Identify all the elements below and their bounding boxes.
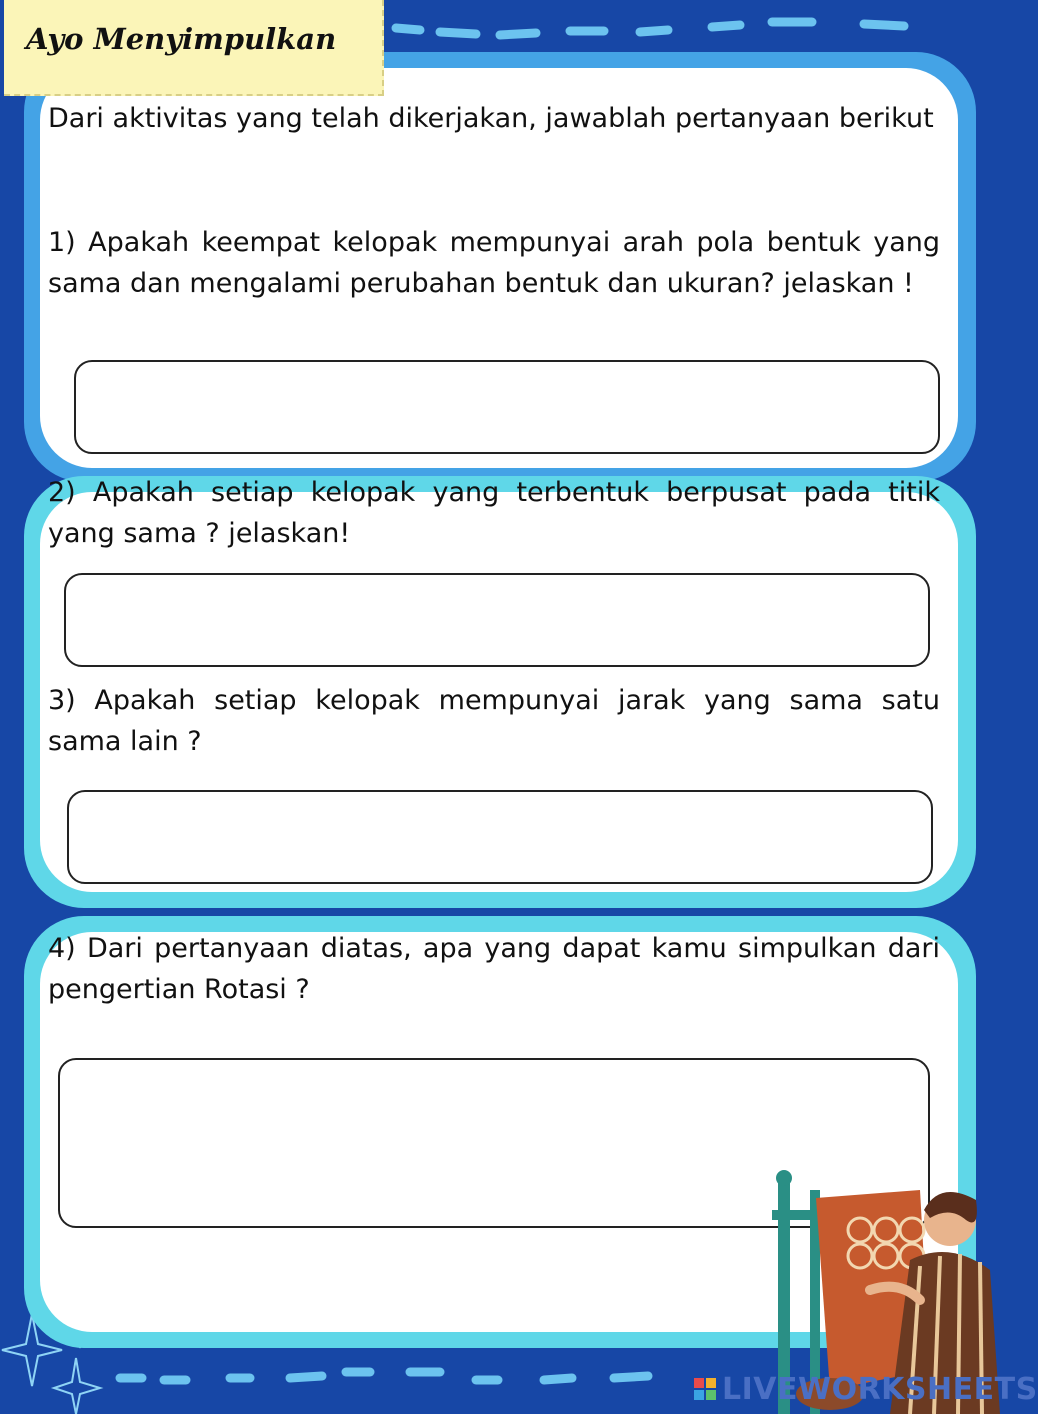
question-3-text: 3) Apakah setiap kelopak mempunyai jarak yang sama satu sama lain ? [48,685,940,757]
question-1-text: 1) Apakah keempat kelopak mempunyai arah pola bentuk yang sama dan mengalami perubahan bentuk dan ukuran? jelaskan ! [48,227,940,299]
liveworksheets-watermark: LIVEWORKSHEETS [722,1372,1038,1407]
liveworksheets-logo-icon [694,1378,716,1400]
answer-3-input[interactable] [67,790,933,884]
page-title: Ayo Menyimpulkan [26,22,337,56]
question-4-text: 4) Dari pertanyaan diatas, apa yang dapat kamu simpulkan dari pengertian Rotasi ? [48,933,940,1005]
title-banner [4,0,384,96]
intro-text: Dari aktivitas yang telah dikerjakan, jawablah pertanyaan berikut [48,103,934,134]
question-2-text: 2) Apakah setiap kelopak yang terbentuk berpusat pada titik yang sama ? jelaskan! [48,477,940,549]
answer-2-input[interactable] [64,573,930,667]
answer-1-input[interactable] [74,360,940,454]
